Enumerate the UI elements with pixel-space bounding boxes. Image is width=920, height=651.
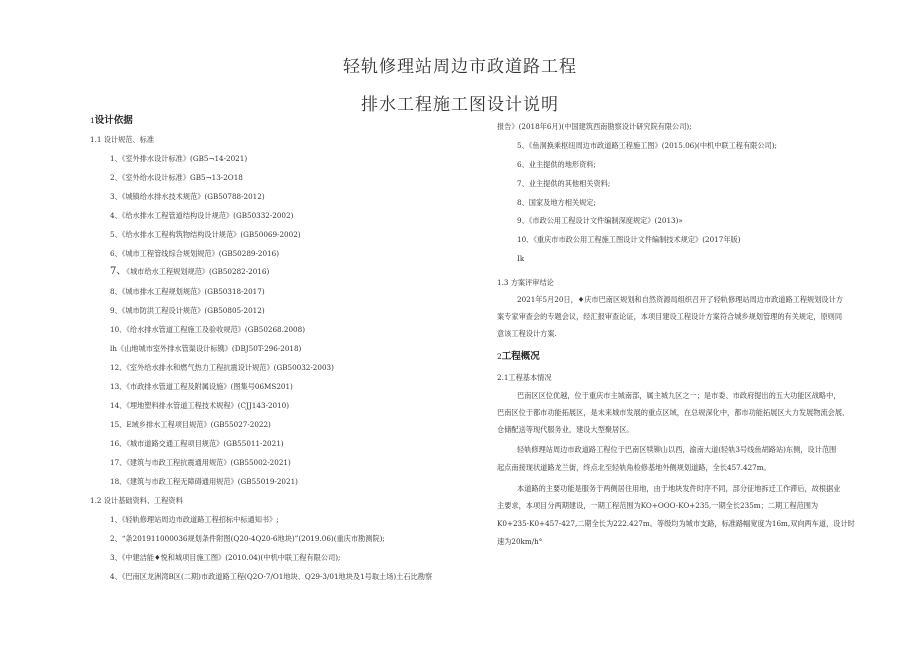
standard-item: 18、《建筑与市政工程无障碍通用规范》(GB55019-2021) [110,477,298,486]
standard-item: 6、《城市工程管线综合规划规范》(GB50289-2016) [110,249,280,258]
reference-item: 5、《鱼洞换乘枢纽周边市政道路工程施工图》(2015.06)(中机中联工程有限公司); [517,141,777,150]
overview-line: K0+235-K0+457-427,二期全长为222.427m。等级均为城市支路，标准路幅宽度为16m,双向两车道，设计时 [497,519,855,528]
standard-item: 14、《埋地塑料排水管道工程技术规程》(CJJ143-2010) [110,401,290,410]
standard-item-text: 《城市给水工程规划规范》(GB50282-2016) [126,267,270,276]
overview-line: 本道路的主要功能是服务于两侧居住用地，由于地块发件时序不同，部分征地拆迁工作滞后，故根据业 [517,484,841,493]
reference-item: 3、《中建洁能♦悦和城项目施工图》(2010.04)(中机中联工程有限公司); [110,553,341,562]
overview-line: 速为20km/h° [497,537,543,546]
subsection-1-2: 1.2 设计基础资料、工程资料 [90,496,183,505]
reference-item: 8、国家及地方相关规定; [517,198,596,207]
standard-item: 8、《城市排水工程规划规范》(GB50318-2017) [110,287,265,296]
standard-item: 16、《城市道路交通工程项目规范》(GB55011-2021) [110,439,284,448]
standard-item: 15、E域乡排水工程项目规范》(GB55027-2022) [110,420,271,429]
standard-item: 5、《给水排水工程构筑物结构设计规范》(GB50069-2002) [110,230,301,239]
section-2-title: 工程概况 [501,351,540,362]
section-1-heading [90,116,133,125]
reference-item: 1、《轻轨修理站周边市政道路工程招标中标通知书》; [110,515,279,524]
reference-item: 7、业主提供的其他相关资料; [517,179,611,188]
reference-item: 2、“条201911000036规划条件附图(Q20-4Q20-6地块)”(2019.06)(重庆市勘测院); [110,534,385,543]
overview-line: 巴南区位于都市功能拓展区，是未来城市发展的重点区域，在总规深化中，都市功能拓展区大力发展物流会展、 [497,408,850,417]
review-line: 案专家审查会的专题会议，经汇报审查论证，本项目建设工程设计方案符合城乡规划管理的有关规定，原则同 [497,312,843,321]
standard-item [110,267,269,276]
subsection-1-3: 1.3 方案评审结论 [497,278,554,287]
standard-item: 1、《室外排水设计标准》(GB5¬14-2021) [110,154,248,163]
overview-line: 起点南接现状道路龙兰街，终点北至轻轨角检修基地外侧规划道路，全长457.427m。 [497,463,771,472]
document-title: 轻轨修理站周边市政道路工程 [343,57,577,77]
review-line: 2021年5月20日，♦庆市巴南区规划和自然资源局组织召开了轻轨修理站周边市政道路工程规划设计方 [517,295,843,304]
section-1-number: 1 [90,116,95,125]
reference-item: 10、《重庆市市政公用工程施工图设计文件编制技术规定》(2017年版) [517,235,741,244]
section-2-heading [497,352,540,361]
standard-item: 2、《室外给水设计标准》GB5¬13-2O18 [110,173,243,182]
section-1-title: 设计依据 [94,115,133,126]
reference-item: 4、《巴南区龙洲湾B区(二期)市政道路工程(Q2O-7/O1地块、Q29-3/01地块及1号取土场)土石比勘察 [110,572,433,581]
overview-line: 巴南区区位优越，位于重庆市主城南部，属主城九区之一；是市委、市政府提出的五大功能区战略中， [517,391,841,400]
overview-line: 主要求，本项目分两期建设，一期工程范围为KO+OOO-KO+235,一期全长235m；二期工程范围为 [497,501,819,510]
subsection-2-1: 2.1工程基本情况 [497,373,552,382]
standard-item: 3、《城镇给水排水技术规范》(GB50788-2012) [110,192,265,201]
standard-item: lh《山地城市室外排水管渠设计标镌》(DBJ50T-296-2018) [110,344,302,353]
overview-line: 轻轨修理站周边市政道路工程位于巴南区犊铆山以西，渝南大道(轻轨3号线鱼胡路站)东侧，设计范围 [517,445,837,454]
standard-item: 10、《给水排水管道工程施工及验收规范》(GB50268.2008) [110,325,305,334]
reference-item: 6、业主提供的地形资料; [517,160,596,169]
overview-line: 仓储配送等现代服务业，建设大型聚居区。 [497,425,634,434]
reference-item: 9、《市政公用工程设计文件编制深度规定》(2013)» [517,216,683,225]
standard-item: 12、《室外给水排水和燃气热力工程抗震设计规范》(GB50032-2003) [110,363,334,372]
standard-item: 4、《给水排水工程管道结构设计规范》(GB50332-2002) [110,211,294,220]
subsection-1-1: 1.1 设计规范、标准 [90,135,155,144]
standard-item: 17、《建筑与市政工程抗震通用规范》(GB55002-2021) [110,458,291,467]
document-subtitle: 排水工程施工图设计说明 [361,95,559,115]
standard-item: 13、《市政排水管道工程及附属设施》(图集号06MS201) [110,382,293,391]
review-line: 意该工程设计方案. [497,329,557,338]
item-7-number: 7、 [110,266,127,277]
reference-continuation: 报告》(2018年6月)(中国建筑西南勘察设计研究院有限公司); [497,122,692,131]
stray-text: Ik [517,254,525,263]
standard-item: 9、《城市防洪工程设计规范》(GB50805-2012) [110,306,265,315]
section-2-number: 2 [497,352,502,361]
